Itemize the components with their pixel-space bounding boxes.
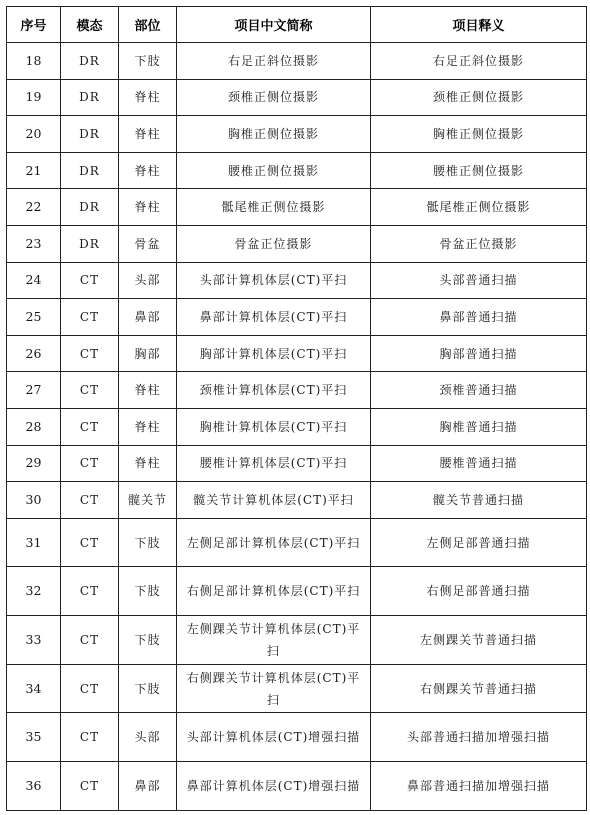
cell-modality: DR <box>61 116 119 153</box>
cell-no: 18 <box>7 43 61 80</box>
header-desc: 项目释义 <box>371 7 587 43</box>
table-row <box>7 713 587 762</box>
table-row <box>7 189 587 226</box>
cell-desc: 左侧踝关节普通扫描 <box>371 616 587 665</box>
cell-part: 脊柱 <box>119 79 177 116</box>
cell-name: 颈椎计算机体层(CT)平扫 <box>177 372 371 409</box>
cell-desc: 胸椎正侧位摄影 <box>371 116 587 153</box>
table-row <box>7 335 587 372</box>
header-part: 部位 <box>119 7 177 43</box>
cell-modality: CT <box>61 518 119 567</box>
cell-no: 33 <box>7 616 61 665</box>
table-row <box>7 372 587 409</box>
exam-items-table <box>6 6 587 811</box>
cell-no: 21 <box>7 152 61 189</box>
header-name: 项目中文简称 <box>177 7 371 43</box>
cell-part: 脊柱 <box>119 408 177 445</box>
cell-part: 下肢 <box>119 616 177 665</box>
table-row <box>7 79 587 116</box>
cell-modality: DR <box>61 189 119 226</box>
cell-part: 鼻部 <box>119 299 177 336</box>
cell-no: 28 <box>7 408 61 445</box>
cell-part: 脊柱 <box>119 372 177 409</box>
cell-part: 脊柱 <box>119 445 177 482</box>
cell-desc: 右侧踝关节普通扫描 <box>371 664 587 713</box>
cell-name: 胸部计算机体层(CT)平扫 <box>177 335 371 372</box>
cell-name: 骨盆正位摄影 <box>177 225 371 262</box>
cell-no: 31 <box>7 518 61 567</box>
table-row <box>7 482 587 519</box>
cell-no: 35 <box>7 713 61 762</box>
cell-name: 左侧踝关节计算机体层(CT)平扫 <box>177 616 371 665</box>
table-row <box>7 225 587 262</box>
cell-modality: CT <box>61 372 119 409</box>
cell-no: 27 <box>7 372 61 409</box>
table-row <box>7 152 587 189</box>
cell-part: 脊柱 <box>119 189 177 226</box>
cell-modality: CT <box>61 445 119 482</box>
table-header-row <box>7 7 587 43</box>
cell-modality: CT <box>61 762 119 811</box>
table-row <box>7 664 587 713</box>
cell-no: 30 <box>7 482 61 519</box>
cell-part: 下肢 <box>119 567 177 616</box>
table-row <box>7 299 587 336</box>
cell-desc: 颈椎普通扫描 <box>371 372 587 409</box>
cell-part: 脊柱 <box>119 116 177 153</box>
cell-desc: 颈椎正侧位摄影 <box>371 79 587 116</box>
cell-modality: CT <box>61 299 119 336</box>
cell-name: 头部计算机体层(CT)平扫 <box>177 262 371 299</box>
cell-part: 鼻部 <box>119 762 177 811</box>
cell-name: 腰椎计算机体层(CT)平扫 <box>177 445 371 482</box>
cell-desc: 胸椎普通扫描 <box>371 408 587 445</box>
cell-desc: 头部普通扫描加增强扫描 <box>371 713 587 762</box>
cell-part: 头部 <box>119 713 177 762</box>
cell-no: 19 <box>7 79 61 116</box>
cell-no: 22 <box>7 189 61 226</box>
cell-name: 鼻部计算机体层(CT)增强扫描 <box>177 762 371 811</box>
cell-name: 颈椎正侧位摄影 <box>177 79 371 116</box>
header-modality: 模态 <box>61 7 119 43</box>
cell-name: 胸椎计算机体层(CT)平扫 <box>177 408 371 445</box>
cell-name: 头部计算机体层(CT)增强扫描 <box>177 713 371 762</box>
cell-no: 36 <box>7 762 61 811</box>
cell-part: 髋关节 <box>119 482 177 519</box>
cell-desc: 胸部普通扫描 <box>371 335 587 372</box>
cell-name: 左侧足部计算机体层(CT)平扫 <box>177 518 371 567</box>
cell-modality: CT <box>61 567 119 616</box>
cell-desc: 骶尾椎正侧位摄影 <box>371 189 587 226</box>
cell-no: 32 <box>7 567 61 616</box>
cell-name: 右侧踝关节计算机体层(CT)平扫 <box>177 664 371 713</box>
cell-name: 腰椎正侧位摄影 <box>177 152 371 189</box>
cell-no: 20 <box>7 116 61 153</box>
cell-modality: CT <box>61 482 119 519</box>
cell-name: 右侧足部计算机体层(CT)平扫 <box>177 567 371 616</box>
cell-part: 下肢 <box>119 664 177 713</box>
cell-desc: 腰椎正侧位摄影 <box>371 152 587 189</box>
cell-part: 骨盆 <box>119 225 177 262</box>
table-row <box>7 616 587 665</box>
table-row <box>7 408 587 445</box>
cell-desc: 头部普通扫描 <box>371 262 587 299</box>
cell-desc: 鼻部普通扫描加增强扫描 <box>371 762 587 811</box>
cell-part: 胸部 <box>119 335 177 372</box>
table-row <box>7 762 587 811</box>
table-row <box>7 262 587 299</box>
cell-name: 右足正斜位摄影 <box>177 43 371 80</box>
cell-modality: CT <box>61 262 119 299</box>
cell-part: 下肢 <box>119 43 177 80</box>
table-row <box>7 43 587 80</box>
cell-no: 34 <box>7 664 61 713</box>
cell-no: 29 <box>7 445 61 482</box>
cell-part: 头部 <box>119 262 177 299</box>
cell-modality: DR <box>61 43 119 80</box>
cell-no: 23 <box>7 225 61 262</box>
cell-desc: 髋关节普通扫描 <box>371 482 587 519</box>
table-row <box>7 116 587 153</box>
cell-modality: CT <box>61 408 119 445</box>
cell-part: 下肢 <box>119 518 177 567</box>
cell-modality: DR <box>61 79 119 116</box>
cell-modality: CT <box>61 616 119 665</box>
cell-no: 26 <box>7 335 61 372</box>
cell-name: 髋关节计算机体层(CT)平扫 <box>177 482 371 519</box>
header-no: 序号 <box>7 7 61 43</box>
cell-no: 24 <box>7 262 61 299</box>
cell-modality: CT <box>61 664 119 713</box>
cell-name: 鼻部计算机体层(CT)平扫 <box>177 299 371 336</box>
cell-name: 骶尾椎正侧位摄影 <box>177 189 371 226</box>
cell-no: 25 <box>7 299 61 336</box>
cell-part: 脊柱 <box>119 152 177 189</box>
table-row <box>7 445 587 482</box>
cell-modality: CT <box>61 713 119 762</box>
cell-name: 胸椎正侧位摄影 <box>177 116 371 153</box>
cell-desc: 鼻部普通扫描 <box>371 299 587 336</box>
cell-modality: DR <box>61 152 119 189</box>
table-row <box>7 567 587 616</box>
cell-desc: 右足正斜位摄影 <box>371 43 587 80</box>
table-row <box>7 518 587 567</box>
cell-desc: 右侧足部普通扫描 <box>371 567 587 616</box>
cell-modality: CT <box>61 335 119 372</box>
cell-desc: 左侧足部普通扫描 <box>371 518 587 567</box>
cell-desc: 骨盆正位摄影 <box>371 225 587 262</box>
cell-desc: 腰椎普通扫描 <box>371 445 587 482</box>
cell-modality: DR <box>61 225 119 262</box>
